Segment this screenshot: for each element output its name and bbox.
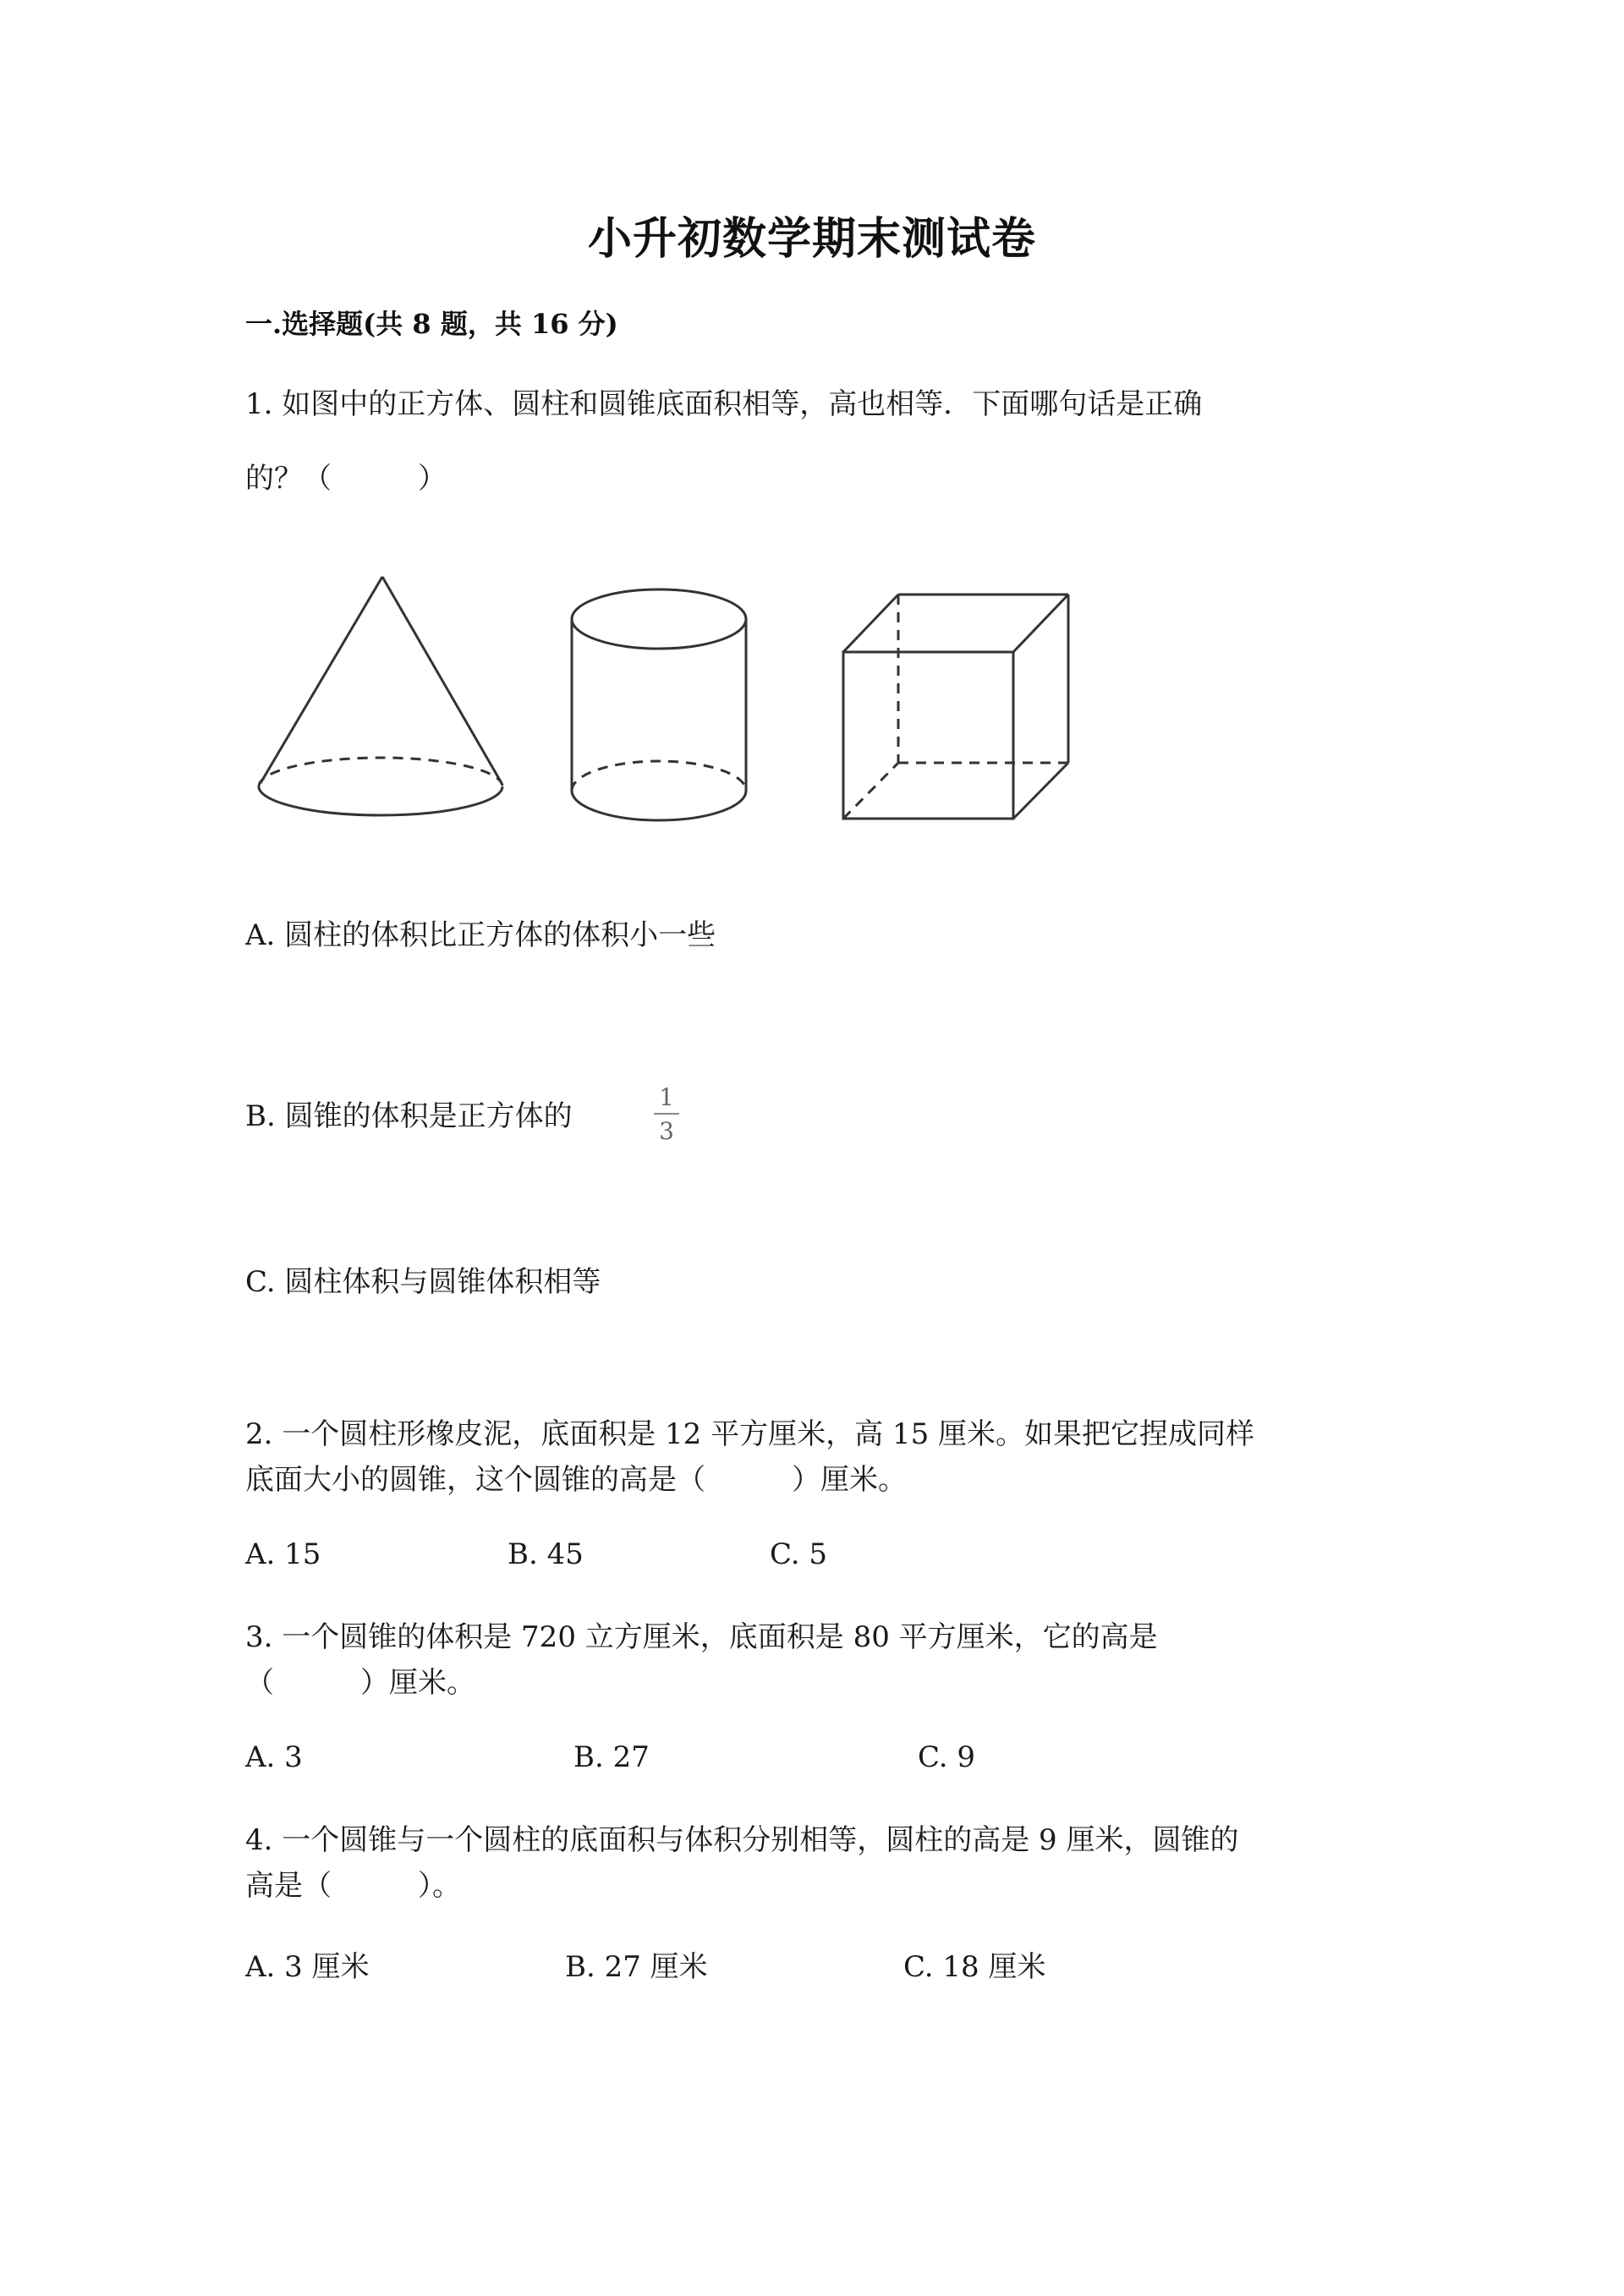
fraction-denominator: 3 (659, 1117, 674, 1145)
question-2-line-2: 底面大小的圆锥，这个圆锥的高是（ ）厘米。 (245, 1463, 907, 1497)
question-4-line-2: 高是（ ）。 (245, 1869, 461, 1903)
question-1-option-a[interactable]: A. 圆柱的体积比正方体的体积小一些 (245, 918, 716, 952)
cube-figure (843, 595, 1068, 819)
question-1-option-c[interactable]: C. 圆柱体积与圆锥体积相等 (245, 1265, 601, 1299)
question-4-line-1: 4. 一个圆锥与一个圆柱的底面积与体积分别相等，圆柱的高是 9 厘米，圆锥的 (245, 1823, 1239, 1857)
question-3-option-c[interactable]: C. 9 (918, 1740, 976, 1774)
cone-figure (259, 577, 502, 815)
question-1-line-2: 的？（ ） (245, 462, 447, 496)
question-3-line-2: （ ）厘米。 (245, 1666, 475, 1700)
question-2-line-1: 2. 一个圆柱形橡皮泥，底面积是 12 平方厘米，高 15 厘米。如果把它捏成同样 (245, 1417, 1255, 1451)
question-2-option-a[interactable]: A. 15 (245, 1537, 321, 1571)
page-title: 小升初数学期末测试卷 (587, 213, 1036, 265)
question-1-line-1: 1. 如图中的正方体、圆柱和圆锥底面积相等，高也相等．下面哪句话是正确 (245, 387, 1203, 421)
question-4-option-c[interactable]: C. 18 厘米 (903, 1950, 1046, 1984)
question-1-option-b[interactable]: B. 圆锥的体积是正方体的 (245, 1099, 573, 1133)
fraction-one-third (651, 1083, 682, 1145)
section-heading: 一.选择题(共 8 题，共 16 分) (245, 308, 618, 340)
question-4-option-a[interactable]: A. 3 厘米 (245, 1950, 370, 1984)
cylinder-figure (572, 589, 746, 820)
question-3-option-b[interactable]: B. 27 (573, 1740, 650, 1774)
question-2-option-c[interactable]: C. 5 (770, 1537, 828, 1571)
question-2-option-b[interactable]: B. 45 (508, 1537, 584, 1571)
question-3-option-a[interactable]: A. 3 (245, 1740, 303, 1774)
question-3-line-1: 3. 一个圆锥的体积是 720 立方厘米，底面积是 80 平方厘米，它的高是 (245, 1620, 1158, 1654)
fraction-numerator: 1 (659, 1083, 674, 1111)
question-4-option-b[interactable]: B. 27 厘米 (565, 1950, 708, 1984)
